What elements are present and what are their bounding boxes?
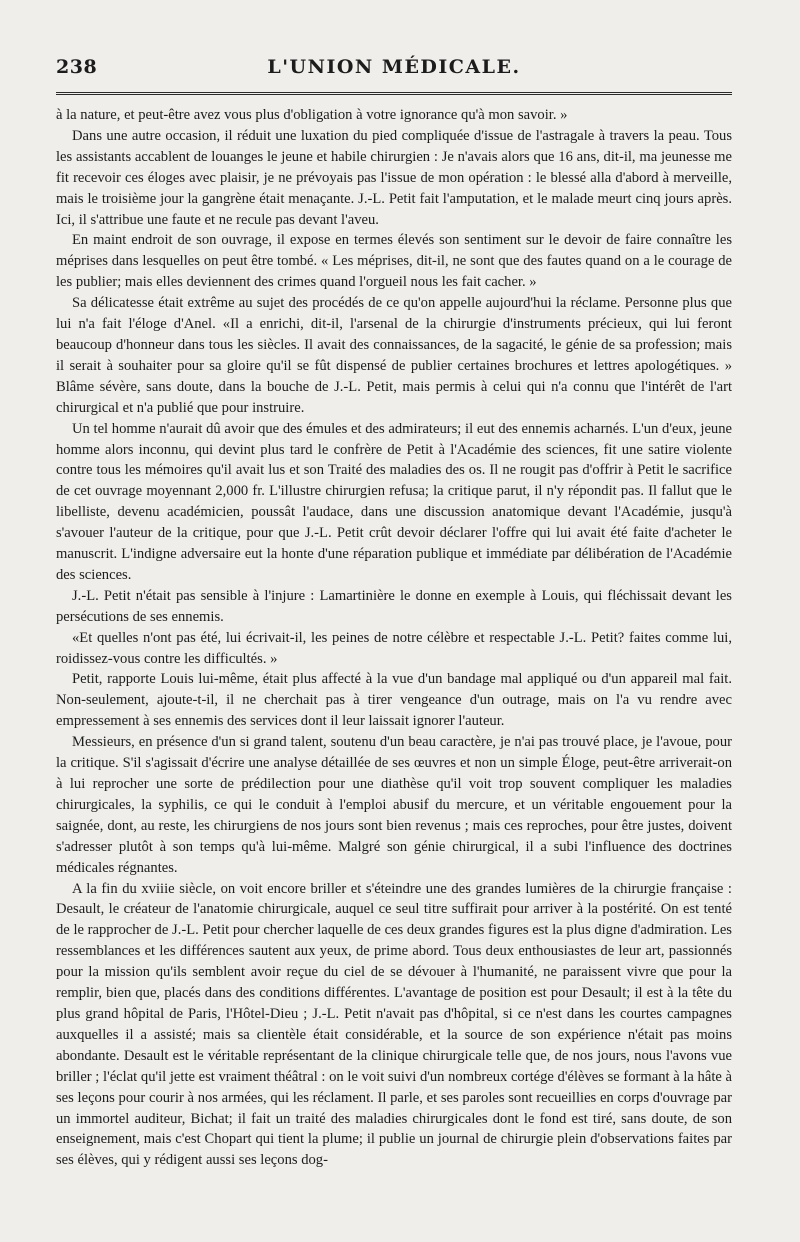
paragraph: A la fin du xviiie siècle, on voit encore briller et s'éteindre une des grandes lumières de la chirurgie française : Desault, le créateur de l'anatomie chirurgicale, auquel ce seul titre suffirait pour arriver à la postérité. On est tenté de le rapprocher de J.-L. Petit pour chercher laquelle de ces deux grandes figures est la plus digne d'admiration. Les ressemblances et les différences sautent aux yeux, de prime abord. Tous deux enthousiastes de leur art, passionnés pour la mission qu'ils semblent avoir reçue du ciel de se dévouer à l'humanité, ne paraissent vivre que pour la remplir, bien que, placés dans des conditions différentes. L'avantage de position est pour Desault; il est à la tête du plus grand hôpital de Paris, l'Hôtel-Dieu ; J.-L. Petit n'avait pas d'hôpital, si ce n'est dans les courtes campagnes auxquelles il a assisté; mais sa clientèle était considérable, et la source de son expérience n'était pas moins abondante. Desault est le véritable représentant de la clinique chirurgicale telle que, de nos jours, nous l'avons vue briller ; l'éclat qu'il jette est vraiment théâtral : on le voit suivi d'un nombreux cortége d'élèves se formant à la hâte à ses leçons pour courir à nos armées, qui les réclament. Il parle, et ses paroles sont recueillies en corps d'ouvrage par un immortel auditeur, Bichat; il fait un traité des maladies chirurgicales dont le fond est tiré, sans doute, de son enseignement, mais c'est Chopart qui tient la plume; il publie un journal de chirurgie plein d'observations faites par ses élèves, qui y rédigent aussi ses leçons dog- bbox=[56, 880, 732, 1169]
paragraph: Dans une autre occasion, il réduit une luxation du pied compliquée d'issue de l'astragale à travers la peau. Tous les assistants accablent de louanges le jeune et habile chirurgien : Je n'avais alors que 16 ans, dit-il, ma jeunesse me fit recevoir ces éloges avec plaisir, je ne prévoyais pas l'issue de mon opération : le blessé alla d'abord à merveille, mais le troisième jour la gangrène était menaçante. J.-L. Petit fait l'amputation, et le malade meurt cinq jours après. Ici, il s'attribue une faute et ne recule pas devant l'aveu. bbox=[56, 127, 732, 228]
header-rule bbox=[56, 92, 732, 95]
page-number: 238 bbox=[56, 56, 98, 78]
page-header bbox=[56, 56, 732, 88]
paragraph: Sa délicatesse était extrême au sujet des procédés de ce qu'on appelle aujourd'hui la réclame. Personne plus que lui n'a fait l'éloge d'Anel. «Il a enrichi, dit-il, l'arsenal de la chirurgie d'instruments précieux, qui lui feront beaucoup d'honneur dans tous les siècles. Il avait des connaissances, de la sagacité, le génie de sa profession; mais il serait à souhaiter pour sa gloire qu'il se fût dispensé de publier certaines brochures et lettres apologétiques. » Blâme sévère, sans doute, dans la bouche de J.-L. Petit, mais permis à celui qui n'a connu que l'intérêt de l'art chirurgical et n'a publié que pour instruire. bbox=[56, 295, 732, 416]
paragraph: J.-L. Petit n'était pas sensible à l'injure : Lamartinière le donne en exemple à Louis, qui fléchissait devant les persécutions de ses ennemis. bbox=[56, 587, 732, 625]
paragraph: «Et quelles n'ont pas été, lui écrivait-il, les peines de notre célèbre et respectable J.-L. Petit? faites comme lui, roidissez-vous contre les difficultés. » bbox=[56, 629, 732, 667]
paragraph: à la nature, et peut-être avez vous plus d'obligation à votre ignorance qu'à mon savoir. » bbox=[56, 107, 568, 123]
paragraph: Messieurs, en présence d'un si grand talent, soutenu d'un beau caractère, je n'ai pas trouvé place, je l'avoue, pour la critique. S'il s'agissait d'écrire une analyse détaillée de ses œuvres et non un simple Éloge, peut-être arriverait-on à lui reprocher une sorte de prédilection pour une diathèse qu'il voit trop souvent compliquer les maladies chirurgicales, la syphilis, ce qui le conduit à l'emploi abusif du mercure, et un véritable engouement pour la saignée, dont, au reste, les chirurgiens de nos jours sont bien revenus ; mais ces reproches, pour être justes, doivent s'adresser plutôt à son temps qu'à lui-même. Malgré son génie chirurgical, il a subi l'influence des doctrines médicales régnantes. bbox=[56, 734, 732, 876]
paragraph: En maint endroit de son ouvrage, il expose en termes élevés son sentiment sur le devoir de faire connaître les méprises dans lesquelles on peut être tombé. « Les méprises, dit-il, ne sont que des fautes quand on a le courage de les publier; mais elles deviennent des crimes quand l'orgueil nous les fait cacher. » bbox=[56, 232, 732, 291]
body-text bbox=[56, 105, 732, 1171]
paragraph: Un tel homme n'aurait dû avoir que des émules et des admirateurs; il eut des ennemis acharnés. L'un d'eux, jeune homme alors inconnu, qui devint plus tard le confrère de Petit à l'Académie des sciences, fit une satire violente contre tous les mémoires qu'il avait lus et son Traité des maladies des os. Il ne rougit pas d'offrir à Petit le sacrifice de cet ouvrage moyennant 2,000 fr. L'illustre chirurgien refusa; la critique parut, il n'y répondit pas. Il fallut que le libelliste, devenu académicien, poussât l'audace, dans une discussion anatomique devant l'Académie, jusqu'à s'avouer l'auteur de la critique, pour que J.-L. Petit crût devoir déclarer l'offre qui lui avait été faite d'acheter le manuscrit. L'indigne adversaire eut la honte d'une réparation publique et immédiate par délibération de l'Académie des sciences. bbox=[56, 420, 732, 583]
running-head: L'UNION MÉDICALE. bbox=[267, 56, 521, 78]
paragraph: Petit, rapporte Louis lui-même, était plus affecté à la vue d'un bandage mal appliqué ou d'un appareil mal fait. Non-seulement, ajoute-t-il, il ne cherchait pas à tirer vengeance d'un outrage, mais on l'a vu rendre avec empressement à ses ennemis des services dont il leur laissait ignorer l'auteur. bbox=[56, 671, 732, 730]
